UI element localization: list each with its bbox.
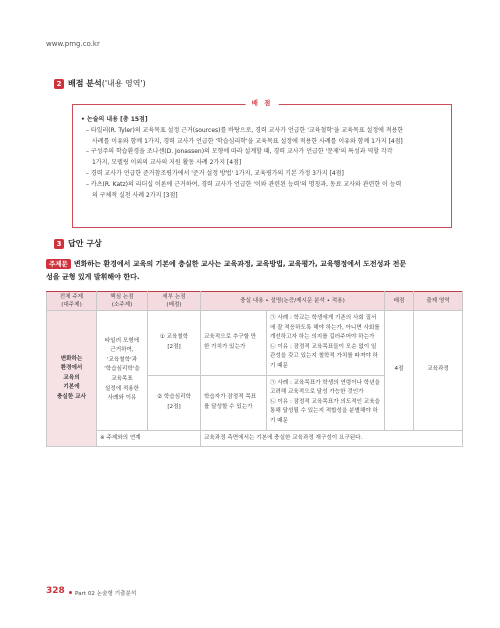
table-row	[47, 311, 463, 376]
scoring-line: – 구성주의 학습환경을 조나센(D. Jonassen)의 모형에 따라 설계할 때, 경력 교사가 언급한 '문제'의 특성과 역할 각각	[86, 148, 393, 156]
score-cell: 4점	[385, 311, 414, 431]
section-3-heading	[54, 238, 102, 249]
table-header-row	[47, 292, 463, 311]
scoring-box	[72, 99, 452, 228]
site-url: www.pmg.co.kr	[46, 40, 100, 48]
explanation-item: ㉠ 사례 : 학교는 학생에게 기존의 사회 질서에 잘 적응하도록 해야 하는가, 아니면 사회를 개선하고자 하는 의지를 길러주어야 하는가	[270, 315, 380, 341]
content-cell: 교육적으로 추구할 만 한 가치가 있는가	[201, 311, 267, 376]
answer-plan-table	[46, 291, 463, 447]
header-content: 충실 내용 • 설명(논증/제시문 분석 • 적용)	[201, 292, 385, 311]
footer-bullet	[69, 591, 72, 594]
section-title: 답안 구상	[68, 239, 102, 248]
table-row	[47, 430, 463, 447]
header-theme: 전체 주제 (대주제)	[47, 292, 97, 311]
core-cell: 타일러 모형에 근거하여, '교육철학'과 '학습심리학'을 교육목표 설정에 적용한 사례와 이유	[97, 311, 148, 431]
theme-line-2: 성을 균형 있게 발휘해야 한다.	[46, 272, 140, 281]
section-number-badge: 2	[54, 79, 64, 89]
page-number: 328	[46, 586, 65, 596]
header-score: 배점	[385, 292, 414, 311]
explanation-item: ㉡ 이유 : 잠정적 교육목표가 의도적인 교육을 통해 달성될 수 있는지 적합성을 분별해야 하기 때문	[270, 398, 381, 424]
header-area: 출제 영역	[414, 292, 463, 311]
area-cell: 교육과정	[414, 311, 463, 431]
section-subtitle: ('내용 영역')	[101, 79, 146, 88]
theme-statement	[46, 258, 462, 283]
header-detail: 세부 논점 (배점)	[148, 292, 201, 311]
theme-cell: 변화하는 환경에서 교육의 기본에 충실한 교사	[47, 311, 97, 447]
section-number-badge: 3	[54, 239, 64, 249]
context-text: 교육과정 측면에서는 기본에 충실한 교육과정 재구성이 요구된다.	[201, 430, 463, 447]
section-2-heading	[54, 78, 146, 89]
theme-line-1: 변화하는 환경에서 교육의 기본에 충실한 교사는 교육과정, 교육방법, 교육평가, 교육행정에서 도전성과 전문	[73, 260, 407, 268]
footer-text: Part 02 논술형 기출분석	[75, 591, 137, 597]
scoring-line: 의 구체적 실천 사례 2가지 [3점]	[92, 191, 178, 199]
explanation-cell	[267, 311, 385, 376]
explanation-item: ㉠ 사례 : 교육목표가 학생의 연령이나 학년을 고려해 교육적으로 달성 가능한 것인가	[270, 379, 381, 396]
scoring-box-title: 배 점	[246, 98, 279, 107]
theme-tag: 주제문	[46, 259, 71, 269]
context-label: ※ 주제와의 연계	[97, 430, 201, 447]
section-title: 배점 분석	[68, 79, 102, 88]
scoring-heading: • 논술의 내용 [총 15점]	[81, 116, 148, 123]
scoring-line: – 카츠(R. Katz)의 리더십 이론에 근거하여, 경력 교사가 언급한 '이와 관련된 능력'의 명칭과, 동료 교사와 관련한 이 능력	[86, 180, 402, 188]
detail-cell: ① 교육철학 [2점]	[148, 311, 201, 376]
explanation-cell	[267, 375, 385, 430]
scoring-box-body	[81, 115, 443, 201]
explanation-item: ㉡ 이유 : 잠정적 교육목표들이 모순 없이 일관성을 갖고 있는지 철학적 가치를 따져야 하기 때문	[270, 343, 378, 369]
scoring-line: 1가지, 모델링 이외의 교사의 지원 활동 사례 2가지 [4점]	[92, 159, 242, 167]
content-cell: 학습자가 잠정적 목표 를 달성할 수 있는가	[201, 375, 267, 430]
scoring-line: 사례를 이유와 함께 1가지, 경력 교사가 언급한 '학습심리학'을 교육목표 설정에 적용한 사례를 이유와 함께 1가지 [4점]	[92, 137, 403, 145]
header-core: 핵심 논점 (소주제)	[97, 292, 148, 311]
scoring-line: – 타일러(R. Tyler)의 교육목표 설정 근거(sources)를 바탕으로, 경력 교사가 언급한 '교육철학'을 교육목표 설정에 적용한	[86, 126, 404, 134]
scoring-line: – 경력 교사가 언급한 준거참조평가에서 '준거 설정 방법' 1가지, 교육평가의 기본 가정 3가지 [4점]	[86, 169, 344, 177]
detail-cell: ② 학습심리학 [2점]	[148, 375, 201, 430]
